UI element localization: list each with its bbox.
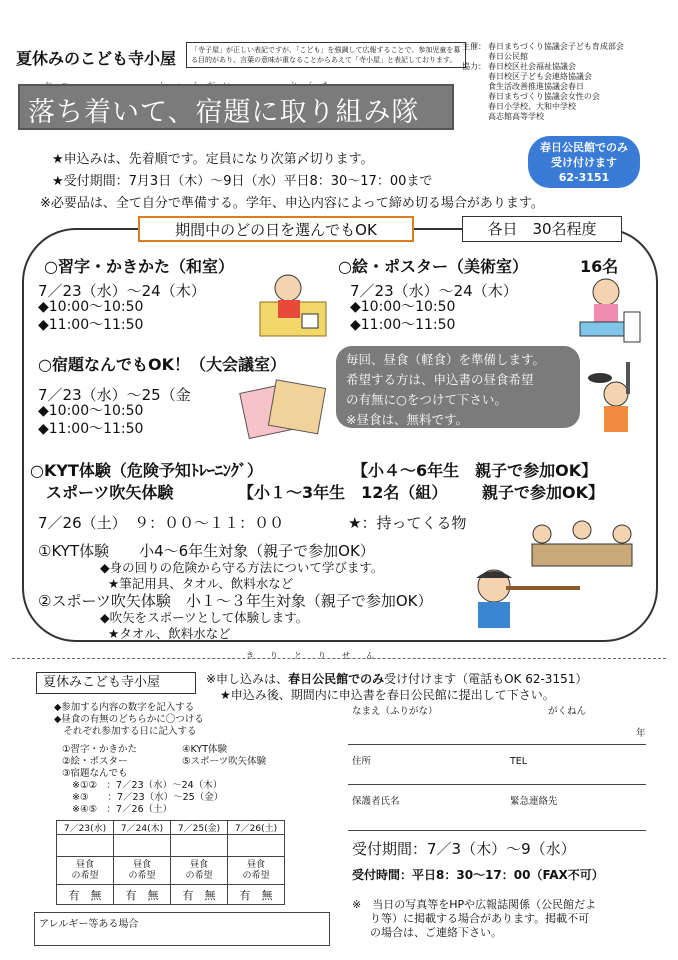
calligraphy-time2: ◆11:00～11:50 [38, 317, 144, 333]
main-banner [18, 84, 454, 130]
organizer-name: 春日まちづくり協議会子ども育成部会 [488, 42, 624, 51]
organizer-name: 食生活改善推進協議会春日 [488, 82, 584, 91]
art-date: 7／23（水）～24（木） [350, 282, 518, 300]
lunch-yes-no[interactable]: 有 無 [171, 885, 228, 905]
art-time2: ◆11:00～11:50 [350, 317, 456, 333]
guardian-field[interactable] [348, 830, 646, 831]
address-field[interactable] [348, 784, 646, 785]
calligraphy-date: 7／23（水）～24（木） [38, 282, 206, 300]
organizer-role [462, 102, 488, 112]
notice-first-come: ★申込みは、先着順です。定員になり次第〆切ります。 [52, 152, 374, 167]
fukiya-bring: ★タオル、飲料水など [108, 626, 231, 641]
section-art-title: ○絵・ポスター（美術室） [338, 257, 528, 276]
organizer-name: 春日校区子ども会連絡協議会 [488, 72, 592, 81]
lunch-bubble [336, 346, 580, 428]
callout-line1: 春日公民館でのみ [540, 141, 628, 154]
homework-time1: ◆10:00～10:50 [38, 403, 144, 419]
lunch-yes-no[interactable]: 有 無 [114, 885, 171, 905]
organizer-row [462, 72, 624, 82]
form-notice1b: 春日公民館でのみ [288, 672, 385, 686]
lunch-yes-no[interactable]: 有 無 [57, 885, 114, 905]
fukiya-heading: スポーツ吹矢体験 [46, 483, 174, 502]
lunch-line3: の有無に○をつけて下さい。 [346, 392, 507, 407]
fukiya-target: 【小１～3年生 12名（組） [238, 483, 448, 502]
date-note1: ※①② ：7／23（水）～24（木） [72, 780, 223, 791]
allergy-label: アレルギー等ある場合 [39, 919, 139, 930]
emergency-label: 緊急連絡先 [510, 796, 558, 807]
instr1: ◆参加する内容の数字を記入する [54, 702, 195, 713]
flyer-title: 夏休みのこども寺小屋 [16, 49, 177, 68]
organizer-role [462, 52, 488, 62]
day-entry-cell[interactable] [228, 835, 285, 857]
cut-line-label: き り と り せ ん [246, 651, 374, 660]
option3: ③宿題なんでも [62, 768, 128, 779]
guardian-label: 保護者氏名 [352, 796, 400, 807]
lunch-line1: 毎回、昼食（軽食）を準備します。 [346, 352, 546, 367]
calligraphy-time1: ◆10:00～10:50 [38, 299, 144, 315]
organizer-role [462, 92, 488, 102]
choose-any-day-label: 期間中のどの日を選んでもOK [138, 216, 414, 242]
name-field[interactable] [348, 744, 646, 745]
painting-illustration [578, 272, 644, 346]
organizer-role: 主催： [462, 42, 486, 51]
fukiya-parent: 親子で参加OK】 [482, 483, 605, 502]
lunch-label: 昼食 の希望 [114, 857, 171, 885]
lunch-label: 昼食 の希望 [228, 857, 285, 885]
lunch-yes-no[interactable]: 有 無 [228, 885, 285, 905]
kyt-heading: ○KYT体験（危険予知ﾄﾚｰﾆﾝｸﾞ） [30, 461, 263, 480]
date-note3: ※④⑤ ：7／26（土） [72, 804, 173, 815]
lunch-label: 昼食 の希望 [171, 857, 228, 885]
year-suffix: 年 [636, 728, 646, 739]
organizer-row [462, 42, 624, 52]
form-notice1a: ※申し込みは、 [206, 672, 289, 686]
day-header: 7／24(木) [114, 821, 171, 835]
organizer-name: 高志館高等学校 [488, 112, 544, 121]
lunch-label: 昼食 の希望 [57, 857, 114, 885]
attendance-table [56, 820, 285, 905]
instr2: ◆昼食の有無のどちらかに〇つける [54, 714, 204, 725]
form-period: 受付期間：7／3（木）～9（水） [352, 840, 576, 858]
organizer-name: 春日校区社会福祉協議会 [488, 62, 576, 71]
option2: ②絵・ポスター [62, 756, 128, 767]
form-notice1c: 受け付けます（電話もOK 62-3151） [384, 672, 588, 686]
organizer-role [462, 82, 488, 92]
organizer-name: 春日公民館 [488, 52, 528, 61]
calligraphy-illustration [252, 264, 332, 340]
kyt-bring: ★筆記用具、タオル、飲料水など [108, 576, 294, 591]
day-header: 7／26(土) [228, 821, 285, 835]
organizer-name: 春日まちづくり協議会女性の会 [488, 92, 600, 101]
organizer-row [462, 112, 624, 122]
tel-label: TEL [510, 756, 528, 767]
day-header: 7／23(水) [57, 821, 114, 835]
organizer-role: 協力： [462, 62, 486, 71]
kyt-target: 【小４～6年生 親子で参加OK】 [352, 461, 598, 480]
day-entry-cell[interactable] [171, 835, 228, 857]
organizer-row [462, 52, 624, 62]
notation-note: 「寺子屋」が正しい表記ですが、「こども」を強調して広報することで、参加児童を募る目的があり、言葉の意味が重なることからあえて「寺小屋」と表記しております。 [186, 42, 466, 68]
callout-phone: 62-3151 [558, 171, 610, 184]
organizer-row [462, 62, 624, 72]
cut-line [12, 658, 666, 659]
option5: ⑤スポーツ吹矢体験 [182, 756, 267, 767]
day-header: 7／25(金) [171, 821, 228, 835]
name-label: なまえ（ふりがな） [352, 706, 438, 717]
notebook-illustration [238, 378, 328, 442]
organizer-row [462, 82, 624, 92]
photo-note1: ※ 当日の写真等をHPや広報誌関係（公民館だよ [352, 898, 597, 911]
lunch-line2: 希望する方は、申込書の昼食希望 [346, 372, 534, 387]
blowgun-illustration [462, 560, 582, 630]
banner-text: 落ち着いて、宿題に取り組み隊 [28, 97, 420, 128]
art-time1: ◆10:00～10:50 [350, 299, 456, 315]
organizer-list [462, 42, 624, 122]
organizer-role [462, 112, 488, 122]
option4: ④KYT体験 [182, 744, 228, 755]
callout-line2: 受け付けます [551, 156, 617, 169]
capacity-label: 各日 30名程度 [462, 216, 622, 242]
option1: ①習字・かきかた [62, 744, 138, 755]
section-calligraphy-title: ○習字・かきかた（和室） [44, 257, 234, 276]
art-capacity: 16名 [580, 257, 619, 276]
day-entry-cell[interactable] [114, 835, 171, 857]
bring-legend: ★：持ってくる物 [348, 514, 467, 532]
form-title: 夏休みこども寺小屋 [36, 672, 196, 694]
photo-note3: の場合は、ご連絡下さい。 [370, 926, 502, 939]
lunch-line4: ※昼食は、無料です。 [346, 412, 468, 427]
fukiya-desc: ◆吹矢をスポーツとして体験します。 [100, 610, 309, 625]
kyt-date: 7／26（土） ９：００～１１：００ [38, 514, 285, 532]
form-hours: 受付時間：平日8：30～17：00（FAX不可） [352, 868, 604, 882]
cooking-illustration [586, 356, 646, 440]
address-label: 住所 [352, 756, 372, 767]
fukiya-item: ②スポーツ吹矢体験 小１～３年生対象（親子で参加OK） [38, 592, 433, 610]
organizer-role [462, 72, 488, 82]
notice-period: ★受付期間：7月3日（木）～9日（水）平日8：30～17：00まで [52, 174, 433, 189]
organizer-row [462, 92, 624, 102]
notice-items: ※必要品は、全て自分で準備する。学年、申込内容によって締め切る場合があります。 [40, 196, 544, 211]
photo-note2: り等）に掲載する場合があります。掲載不可 [370, 912, 590, 925]
kyt-item: ①KYT体験 小4～6年生対象（親子で参加OK） [38, 542, 375, 560]
organizer-name: 春日小学校、大和中学校 [488, 102, 576, 111]
form-notice1 [206, 670, 587, 687]
allergy-field[interactable] [34, 912, 330, 946]
form-notice2: ★申込み後、期間内に申込書を春日公民館に提出して下さい。 [220, 688, 555, 702]
homework-time2: ◆11:00～11:50 [38, 421, 144, 437]
reception-callout [528, 136, 640, 188]
homework-date: 7／23（水）～25（金 [38, 386, 191, 404]
instr3: それぞれ参加する日に記入する [54, 726, 197, 737]
kyt-desc: ◆身の回りの危険から守る方法について学びます。 [100, 560, 384, 575]
organizer-row [462, 102, 624, 112]
grade-label: がくねん [548, 706, 587, 717]
day-entry-cell[interactable] [57, 835, 114, 857]
date-note2: ※③ ：7／23（水）～25（金） [72, 792, 224, 803]
section-homework-title: ○宿題なんでもOK！（大会議室） [38, 355, 286, 374]
